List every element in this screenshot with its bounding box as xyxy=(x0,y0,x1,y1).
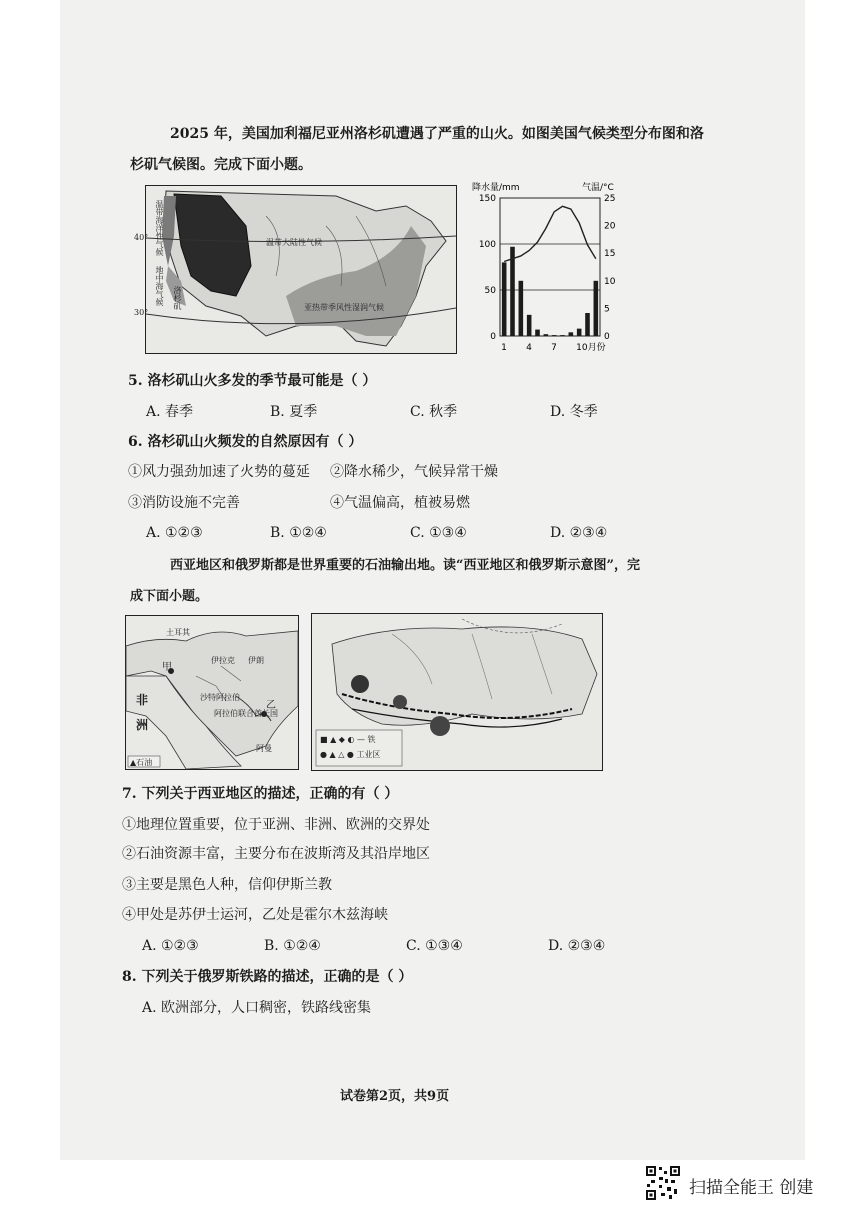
oil-legend: ▲石油 xyxy=(130,758,153,767)
q5-option-a: A. 春季 xyxy=(146,404,194,420)
q8-option-a: A. 欧洲部分，人口稠密，铁路线密集 xyxy=(142,1000,372,1016)
precip-bar-7 xyxy=(552,335,557,336)
russia-map xyxy=(311,613,603,771)
x-tick-labels xyxy=(501,341,605,353)
x-tick-label: 1 xyxy=(501,343,507,353)
left-tick-labels xyxy=(479,194,496,342)
q6-stem: 6. 洛杉矶山火频发的自然原因有（ ） xyxy=(128,434,363,450)
q6-option-c: C. ①③④ xyxy=(410,525,467,541)
lat-40-label: 40° xyxy=(134,233,149,242)
west-asia-map xyxy=(125,615,299,770)
q8-stem: 8. 下列关于俄罗斯铁路的描述，正确的是（ ） xyxy=(122,969,413,985)
q6-statement-2: ②降水稀少，气候异常干燥 xyxy=(330,464,498,480)
q5-option-d: D. 冬季 xyxy=(550,404,598,420)
precip-bar-12 xyxy=(594,281,599,336)
exam-paper xyxy=(60,0,805,1160)
right-tick-label: 15 xyxy=(604,249,616,260)
precip-bar-1 xyxy=(502,262,507,336)
intro2-line-1: 西亚地区和俄罗斯都是世界重要的石油输出地。读“西亚地区和俄罗斯示意图”，完 xyxy=(170,558,640,573)
precip-bar-5 xyxy=(535,330,540,336)
label-yi: 乙 xyxy=(266,700,276,711)
temperate-continental-label: 温带大陆性气候 xyxy=(266,238,322,247)
temperature-line xyxy=(504,206,596,261)
label-iraq: 伊拉克 xyxy=(211,656,235,665)
right-tick-label: 25 xyxy=(604,194,616,204)
mediterranean-label: 地中海气候 xyxy=(155,266,164,306)
us-climate-map xyxy=(134,185,457,354)
temp-axis-title: 气温/°C xyxy=(582,183,614,193)
precip-bar-11 xyxy=(585,313,590,336)
scanner-watermark xyxy=(645,1165,845,1201)
page-number: 试卷第2页，共9页 xyxy=(340,1089,450,1104)
label-turkey: 土耳其 xyxy=(166,628,190,637)
russia-legend-row-1: ■ ▲ ◆ ◐ — 铁 xyxy=(320,735,376,744)
right-tick-label: 20 xyxy=(604,221,616,232)
right-tick-labels xyxy=(604,194,616,342)
marine-west-label: 温带海洋性气候 xyxy=(155,200,164,256)
qr-code-icon xyxy=(645,1165,681,1201)
intro-line-2: 杉矶气候图。完成下面小题。 xyxy=(130,157,312,173)
label-uae: 阿拉伯联合酋长国 xyxy=(214,709,278,718)
q5-stem: 5. 洛杉矶山火多发的季节最可能是（ ） xyxy=(128,373,377,389)
left-tick-label: 100 xyxy=(478,240,496,250)
grid-lines xyxy=(500,244,600,290)
precip-bar-8 xyxy=(560,335,565,336)
intro2-line-2: 成下面小题。 xyxy=(130,589,209,604)
q7-option-b: B. ①②④ xyxy=(264,938,321,954)
climate-chart-svg xyxy=(470,178,630,358)
los-angeles-climate-chart xyxy=(470,178,630,358)
russia-map-graphic xyxy=(312,614,602,770)
right-tick-label: 0 xyxy=(604,332,610,342)
q7-option-c: C. ①③④ xyxy=(406,938,463,954)
q6-option-a: A. ①②③ xyxy=(146,525,203,541)
lat-30-label: 30° xyxy=(134,308,149,317)
precip-bar-4 xyxy=(527,315,532,336)
intro-line-1: 2025 年，美国加利福尼亚州洛杉矶遭遇了严重的山火。如图美国气候类型分布图和洛 xyxy=(170,126,704,142)
q7-stem: 7. 下列关于西亚地区的描述，正确的有（ ） xyxy=(122,786,399,802)
precip-bar-3 xyxy=(519,281,524,336)
precip-bars xyxy=(502,247,598,336)
right-tick-label: 10 xyxy=(604,276,616,287)
x-tick-label: 7 xyxy=(551,343,557,353)
x-tick-label: 4 xyxy=(526,343,532,353)
precip-bar-10 xyxy=(577,329,582,336)
label-africa-1: 非 xyxy=(136,693,149,707)
subtropical-humid-label: 亚热带季风性湿润气候 xyxy=(304,303,384,312)
label-jia: 甲 xyxy=(162,662,172,673)
q7-statement-2: ②石油资源丰富，主要分布在波斯湾及其沿岸地区 xyxy=(122,846,430,862)
los-angeles-label: 洛杉矶 xyxy=(173,286,182,310)
precip-bar-6 xyxy=(544,334,549,336)
q7-statement-4: ④甲处是苏伊士运河，乙处是霍尔木兹海峡 xyxy=(122,907,388,923)
left-tick-label: 150 xyxy=(478,194,496,204)
q7-statement-3: ③主要是黑色人种，信仰伊斯兰教 xyxy=(122,877,332,893)
q6-statement-4: ④气温偏高，植被易燃 xyxy=(330,495,470,511)
scanner-brand-text: 扫描全能王 创建 xyxy=(689,1178,814,1198)
label-iran: 伊朗 xyxy=(248,656,264,665)
q7-option-d: D. ②③④ xyxy=(548,938,606,954)
q5-option-b: B. 夏季 xyxy=(270,404,318,420)
q5-option-c: C. 秋季 xyxy=(410,404,458,420)
x-tick-label: 10月份 xyxy=(576,343,606,353)
us-map-graphic xyxy=(146,186,456,353)
left-tick-label: 50 xyxy=(484,286,496,296)
label-oman: 阿曼 xyxy=(256,744,272,753)
precip-bar-9 xyxy=(569,332,574,336)
q6-statement-1: ①风力强劲加速了火势的蔓延 xyxy=(128,464,310,480)
label-africa-2: 洲 xyxy=(136,718,149,732)
q6-statement-3: ③消防设施不完善 xyxy=(128,495,240,511)
q6-option-d: D. ②③④ xyxy=(550,525,608,541)
russia-legend-row-2: ● ▲ △ ● 工业区 xyxy=(320,750,381,759)
left-tick-label: 0 xyxy=(490,332,496,342)
q7-statement-1: ①地理位置重要，位于亚洲、非洲、欧洲的交界处 xyxy=(122,817,430,833)
q6-option-b: B. ①②④ xyxy=(270,525,327,541)
label-saudi: 沙特阿拉伯 xyxy=(200,693,240,702)
precip-bar-2 xyxy=(510,247,515,336)
precip-axis-title: 降水量/mm xyxy=(472,183,520,193)
right-tick-label: 5 xyxy=(604,304,610,315)
q7-option-a: A. ①②③ xyxy=(142,938,199,954)
